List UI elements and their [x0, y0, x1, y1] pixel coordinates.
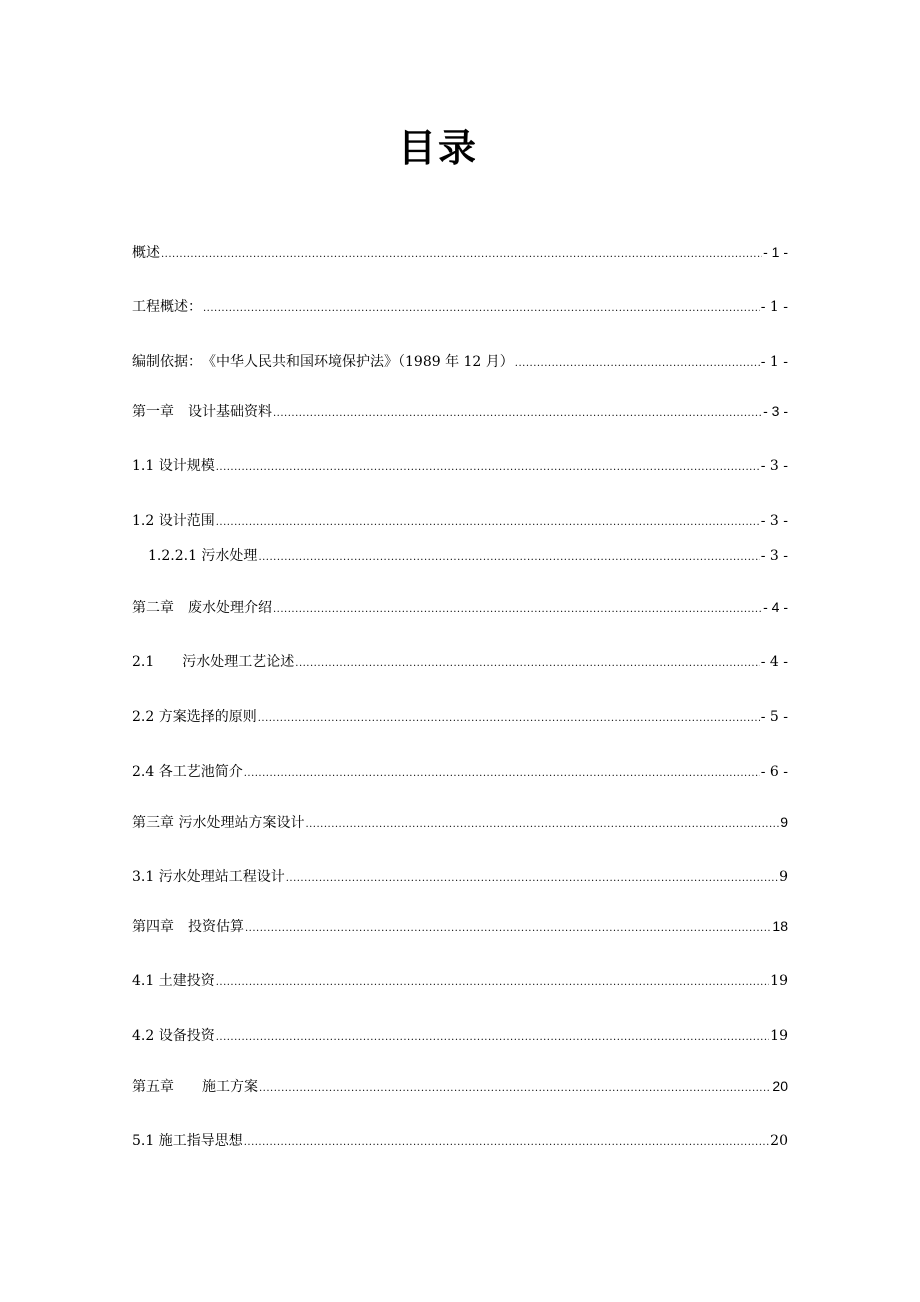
toc-page-number: - 3 -: [760, 548, 788, 564]
toc-page-number: 19: [770, 973, 788, 989]
toc-entry-text: 概述: [132, 245, 160, 261]
toc-page-number: 19: [770, 1028, 788, 1044]
toc-leader: [273, 600, 762, 620]
toc-entry-text: 1.2.2.1 污水处理: [148, 548, 258, 564]
toc-entry-text: 第二章 废水处理介绍: [132, 600, 272, 616]
toc-entry-text: 工程概述：: [132, 299, 202, 315]
toc-entry[interactable]: [132, 297, 788, 319]
toc-page-number: 20: [772, 1078, 788, 1094]
toc-page-number: - 3 -: [760, 458, 788, 474]
toc-entry-text: 3.1 污水处理站工程设计: [132, 869, 285, 885]
toc-entry-text: 第三章 污水处理站方案设计: [132, 815, 305, 831]
toc-leader: [286, 869, 778, 889]
toc-entry[interactable]: [132, 762, 788, 784]
toc-page-number: 18: [772, 918, 788, 934]
toc-leader: [244, 764, 760, 784]
toc-entry[interactable]: [132, 511, 788, 533]
toc-leader: [258, 548, 759, 568]
toc-leader: [295, 654, 759, 674]
toc-page-number: - 4 -: [763, 599, 788, 615]
toc-entry[interactable]: [132, 1026, 788, 1048]
toc-page-number: - 1 -: [760, 299, 788, 315]
toc-leader: [273, 404, 762, 424]
toc-leader: [305, 815, 779, 835]
toc-entry-text: 2.4 各工艺池简介: [132, 764, 243, 780]
toc-entry-text: 2.1 污水处理工艺论述: [132, 654, 295, 670]
toc-page-number: 9: [779, 869, 788, 885]
toc-leader: [203, 299, 760, 319]
toc-page-number: - 3 -: [760, 513, 788, 529]
toc-entry-text: 2.2 方案选择的原则: [132, 709, 257, 725]
toc-leader: [216, 1028, 769, 1048]
toc-entry[interactable]: [132, 1131, 788, 1153]
toc-entry-text: 5.1 施工指导思想: [132, 1133, 243, 1149]
toc-leader: [216, 973, 769, 993]
toc-entry[interactable]: [132, 916, 788, 939]
toc-entry-text: 第一章 设计基础资料: [132, 404, 272, 420]
toc-entry[interactable]: [132, 652, 788, 674]
toc-entry[interactable]: [148, 546, 788, 568]
toc-entry[interactable]: [132, 242, 788, 265]
toc-entry[interactable]: [132, 597, 788, 620]
toc-page-number: - 1 -: [760, 354, 788, 370]
toc-leader: [244, 1133, 769, 1153]
toc-entry-text: 1.2 设计范围: [132, 513, 215, 529]
toc-entry-text: 1.1 设计规模: [132, 458, 215, 474]
toc-entry-text: 4.2 设备投资: [132, 1028, 215, 1044]
toc-leader: [515, 354, 760, 374]
toc-page-number: - 6 -: [760, 764, 788, 780]
toc-entry-text: 编制依据： 《中华人民共和国环境保护法》（1989 年 12 月）: [132, 354, 514, 370]
toc-entry[interactable]: [132, 1076, 788, 1099]
toc-title: 目录: [397, 126, 478, 170]
toc-entry-text: 4.1 土建投资: [132, 973, 215, 989]
toc-entry[interactable]: [132, 707, 788, 729]
toc-entry-text: 第五章 施工方案: [132, 1079, 258, 1095]
toc-page-number: - 4 -: [760, 654, 788, 670]
toc-entry-text: 第四章 投资估算: [132, 919, 244, 935]
toc-entry[interactable]: [132, 971, 788, 993]
toc-entry[interactable]: [132, 456, 788, 478]
toc-page-number: 20: [770, 1133, 788, 1149]
toc-page-number: 9: [780, 814, 788, 830]
toc-page-number: - 3 -: [763, 403, 788, 419]
toc-entry[interactable]: [132, 401, 788, 424]
toc-entry[interactable]: [132, 867, 788, 889]
toc-leader: [259, 1079, 771, 1099]
toc-leader: [245, 919, 771, 939]
toc-leader: [161, 245, 762, 265]
toc-page-number: - 1 -: [763, 244, 788, 260]
toc-leader: [216, 458, 760, 478]
toc-leader: [258, 709, 760, 729]
toc-entry[interactable]: [132, 352, 788, 374]
toc-leader: [216, 513, 760, 533]
toc-entry[interactable]: [132, 812, 788, 835]
toc-page-number: - 5 -: [760, 709, 788, 725]
